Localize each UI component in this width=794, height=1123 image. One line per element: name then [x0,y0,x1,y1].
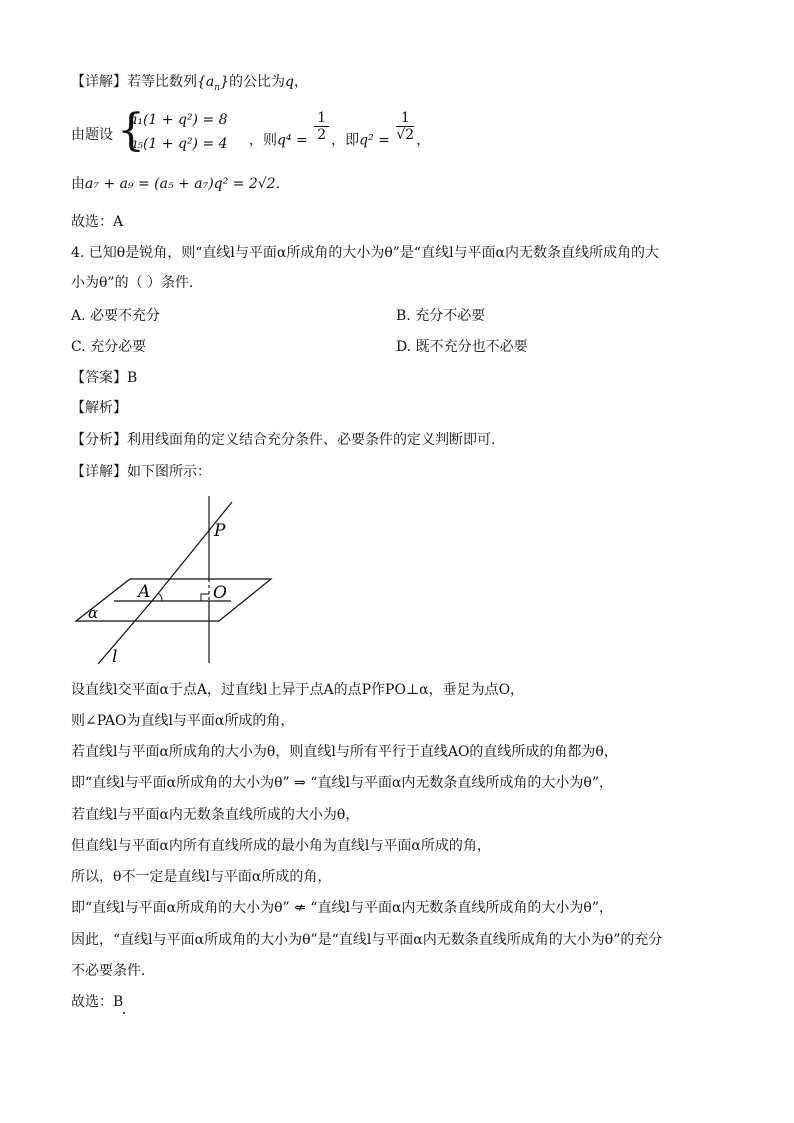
body-line-6: 但直线l与平面α内所有直线所成的最小角为直线l与平面α所成的角， [71,838,491,854]
detail-line-1: 【详解】若等比数列$\{a_n\}$的公比为q， [71,74,308,93]
option-a: A. 必要不充分 [71,308,161,324]
sequence-symbol: $\{a_n\}$ [197,74,229,93]
option-d: D. 既不充分也不必要 [396,339,528,355]
label-a: A [138,582,151,602]
body-line-5: 若直线l与平面α内无数条直线所成的大小为θ， [71,807,360,823]
answer-line-1: 故选：A [71,214,124,230]
equation-system [71,105,491,160]
system-brace: { [117,105,145,156]
analysis-tag: 【解析】 [71,400,127,416]
option-c: C. 充分必要 [71,339,147,355]
label-o: O [213,583,227,603]
geometry-figure [66,492,306,672]
fraction-half: $\frac{1}{2}$ [314,110,329,143]
detail-text-a: 若等比数列 [127,74,197,90]
question-4-line-1: 4. 已知θ是锐角，则“直线l与平面α所成角的大小为θ”是“直线l与平面α内无数条直线所成角的大 [71,245,659,261]
angle-arc [158,593,162,601]
final-answer: 故选：B [71,994,124,1010]
detail-text-b: 的公比为 [228,74,285,90]
body-line-10: 不必要条件. [71,963,146,979]
answer-tag: 【答案】B [71,370,138,386]
equation-1: a₁(1 + q²) = 8 [129,112,228,128]
label-l: l [112,647,118,667]
detail-2-line: 【详解】如下图所示： [71,464,211,480]
equation-2: a₅(1 + q²) = 4 [129,136,228,152]
label-p: P [214,521,226,541]
label-alpha: α [88,604,99,622]
body-line-4: 即“直线l与平面α所成角的大小为θ” ⇒ “直线l与平面α内无数条直线所成角的大小为θ”， [71,775,613,791]
line-l-lower [98,601,152,664]
body-line-3: 若直线l与平面α所成角的大小为θ，则直线l与所有平行于直线AO的直线所成的角都为θ， [71,744,618,760]
fraction-root: $\frac{1}{√2}$ [396,110,415,143]
body-line-1: 设直线l交平面α于点A，过直线l上异于点A的点P作PO⊥α，垂足为点O， [71,682,525,698]
detail-tag: 【详解】 [71,74,127,90]
fenxi-line: 【分析】利用线面角的定义结合充分条件、必要条件的定义判断即可. [71,432,496,448]
body-line-2: 则∠PAO为直线l与平面α所成的角， [71,713,295,729]
system-result: ，则q⁴ = $\frac{1}{2}$ ，即q² = $\frac{1}{√2}$ ， [249,110,431,149]
body-line-8: 即“直线l与平面α所成角的大小为θ” ⇍ “直线l与平面α内无数条直线所成角的大小为θ”， [71,900,613,916]
system-lead: 由题设 [71,127,113,143]
question-4-line-2: 小为θ”的（ ）条件. [71,275,194,291]
body-line-7: 所以，θ不一定是直线l与平面α所成的角， [71,869,332,885]
option-b: B. 充分不必要 [396,308,486,324]
body-line-9: 因此，“直线l与平面α所成角的大小为θ”是“直线l与平面α内无数条直线所成角的大小为θ”的充分 [71,932,663,948]
step-line: 由a₇ + a₉ = (a₅ + a₇)q² = 2√2. [71,176,281,192]
plane-alpha [76,579,271,621]
stray-dot [123,1012,125,1014]
right-angle-mark [201,594,209,601]
ratio-symbol: q [284,74,294,90]
